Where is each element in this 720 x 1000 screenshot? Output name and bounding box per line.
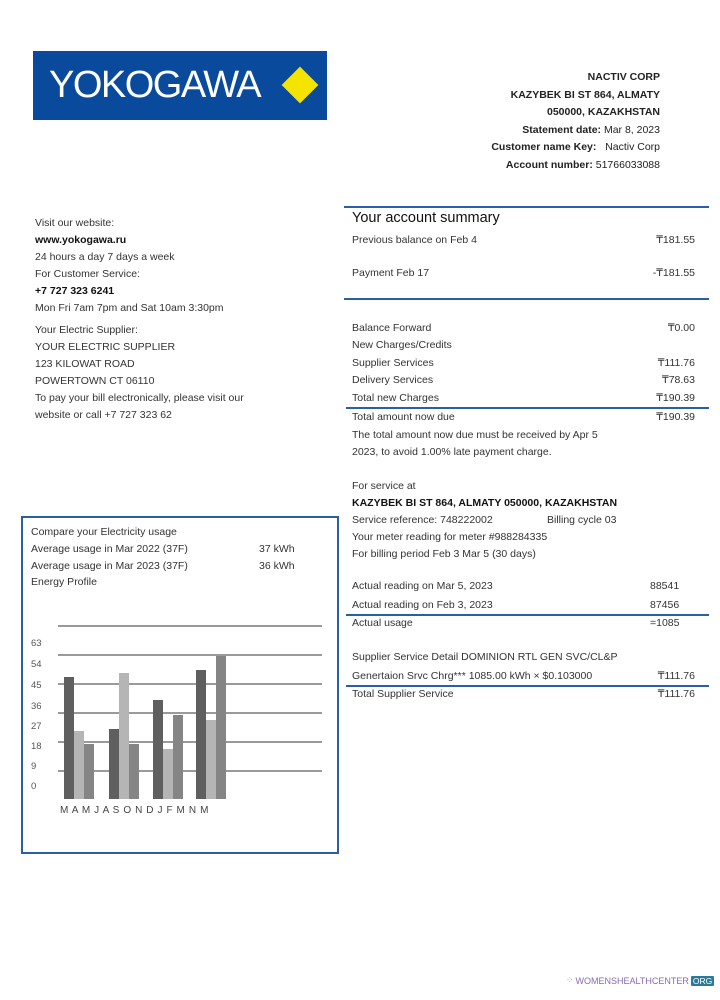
customer-service-label: For Customer Service: — [35, 268, 141, 280]
service-reference: Service reference: 748222002 — [352, 514, 493, 526]
y-tick: 27 — [31, 721, 42, 732]
bar-series1-group3 — [153, 700, 163, 799]
bar-series1-group2 — [109, 729, 119, 799]
bar-series3-group3 — [173, 715, 183, 799]
new-charges-label: New Charges/Credits — [352, 339, 452, 351]
due-note-line-1: The total amount now due must be received by Apr 5 — [352, 429, 598, 441]
pay-note-1: To pay your bill electronically, please visit our — [35, 392, 244, 404]
generation-charge-label: Genertaion Srvc Chrg*** 1085.00 kWh × $0.103000 — [352, 670, 593, 682]
y-tick: 0 — [31, 781, 37, 792]
reference-row — [352, 512, 692, 529]
billing-cycle: Billing cycle 03 — [547, 514, 617, 526]
usage-2023-value: 36 kWh — [259, 560, 295, 572]
phone-number: +7 727 323 6241 — [35, 285, 115, 297]
usage-comparison-box — [21, 516, 339, 854]
new-charges-row — [352, 339, 695, 351]
current-reading-label: Actual reading on Mar 5, 2023 — [352, 580, 493, 592]
supplier-name: YOUR ELECTRIC SUPPLIER — [35, 341, 176, 353]
logo-text: YOKOGAWA — [49, 64, 261, 106]
usage-2022-label: Average usage in Mar 2022 (37F) — [31, 543, 188, 555]
total-new-charges: ₸190.39 — [656, 392, 695, 404]
total-due-label: Total amount now due — [352, 411, 455, 423]
supplier-services-row — [352, 357, 695, 369]
y-tick: 36 — [31, 701, 42, 712]
y-tick: 54 — [31, 659, 42, 670]
due-note-line-2: 2023, to avoid 1.00% late payment charge. — [352, 446, 552, 458]
delivery-services: ₸78.63 — [662, 374, 695, 386]
payment-label: Payment Feb 17 — [352, 267, 430, 279]
current-reading: 88541 — [650, 580, 680, 592]
total-due: ₸190.39 — [656, 411, 695, 423]
service-address: KAZYBEK BI ST 864, ALMATY 050000, KAZAKHSTAN — [352, 497, 618, 509]
y-tick: 9 — [31, 761, 37, 772]
bar-series2-group1 — [74, 731, 84, 799]
account-number-label: Account number: — [505, 158, 593, 171]
y-tick: 45 — [31, 680, 42, 691]
dots-icon: ⁘ — [566, 975, 574, 985]
gridline — [58, 770, 322, 772]
gridline — [58, 683, 322, 685]
watermark-badge: ORG — [692, 975, 713, 986]
company-name: NACTIV CORP — [587, 71, 660, 83]
hours-text: 24 hours a day 7 days a week — [35, 251, 175, 263]
y-tick: 18 — [31, 741, 42, 752]
total-rule — [346, 407, 709, 409]
address-line-2: 050000, KAZAKHSTAN — [546, 106, 660, 119]
pay-note-2: website or call +7 727 323 62 — [35, 409, 172, 421]
watermark — [566, 975, 714, 986]
diamond-icon — [282, 67, 319, 104]
usage-title: Compare your Electricity usage — [31, 526, 177, 538]
billing-period: For billing period Feb 3 Mar 5 (30 days) — [352, 548, 536, 560]
supplier-detail-title-row — [352, 651, 695, 663]
previous-balance-row — [352, 234, 695, 246]
generation-charge-row — [352, 670, 695, 682]
delivery-services-label: Delivery Services — [352, 374, 434, 386]
total-supplier-label: Total Supplier Service — [352, 688, 454, 700]
usage-2023-label: Average usage in Mar 2023 (37F) — [31, 560, 188, 572]
gridline — [58, 741, 322, 743]
address-line-1: KAZYBEK BI ST 864, ALMATY — [510, 88, 660, 101]
total-new-charges-label: Total new Charges — [352, 392, 439, 404]
bar-series3-group4 — [216, 656, 226, 799]
gridline — [58, 712, 322, 714]
gridline — [58, 654, 322, 656]
reading-rule — [346, 614, 709, 616]
due-note — [352, 427, 672, 461]
summary-title: Your account summary — [352, 210, 500, 226]
previous-balance-label: Previous balance on Feb 4 — [352, 234, 477, 246]
supplier-services-label: Supplier Services — [352, 357, 434, 369]
energy-profile-label: Energy Profile — [31, 576, 97, 588]
customer-key-label: Customer name Key: — [491, 141, 597, 154]
usage-2022-value: 37 kWh — [259, 543, 295, 555]
previous-balance: ₸181.55 — [656, 234, 695, 246]
payment-amount: -₸181.55 — [652, 267, 695, 279]
meter-number: Your meter reading for meter #988284335 — [352, 531, 548, 543]
previous-reading: 87456 — [650, 599, 680, 611]
supplier-city: POWERTOWN CT 06110 — [35, 375, 155, 387]
gridline — [58, 625, 322, 627]
customer-header — [491, 69, 660, 175]
service-hours: Mon Fri 7am 7pm and Sat 10am 3:30pm — [35, 302, 224, 314]
bar-series3-group2 — [129, 744, 139, 799]
company-logo — [33, 51, 327, 120]
payment-row — [352, 267, 695, 279]
service-label: For service at — [352, 480, 416, 492]
x-axis-labels: M A M J A S O N D J F M N M — [60, 805, 209, 816]
supplier-label: Your Electric Supplier: — [35, 324, 138, 336]
actual-usage: =1085 — [650, 617, 680, 629]
contact-info — [35, 215, 224, 317]
generation-charge: ₸111.76 — [657, 670, 695, 682]
service-info — [352, 478, 692, 563]
bar-series1-group4 — [196, 670, 206, 799]
supplier-detail-title: Supplier Service Detail DOMINION RTL GEN SVC/CL&P — [352, 651, 618, 663]
current-reading-row — [352, 580, 695, 592]
watermark-text: WOMENSHEALTHCENTER — [575, 975, 689, 986]
supplier-street: 123 KILOWAT ROAD — [35, 358, 135, 370]
bar-series2-group3 — [163, 749, 173, 799]
total-new-charges-row — [352, 392, 695, 404]
account-number: 51766033088 — [595, 158, 660, 171]
previous-reading-label: Actual reading on Feb 3, 2023 — [352, 599, 493, 611]
supplier-services: ₸111.76 — [657, 357, 695, 369]
bar-series1-group1 — [64, 677, 74, 799]
actual-usage-row — [352, 617, 695, 629]
visit-label: Visit our website: — [35, 217, 115, 229]
summary-top-rule — [344, 206, 709, 208]
supplier-rule — [346, 685, 709, 687]
website-link[interactable]: www.yokogawa.ru — [35, 234, 127, 246]
bar-series3-group1 — [84, 744, 94, 799]
total-supplier: ₸111.76 — [657, 688, 695, 700]
balance-forward-label: Balance Forward — [352, 322, 432, 334]
delivery-services-row — [352, 374, 695, 386]
customer-key: Nactiv Corp — [605, 141, 660, 154]
previous-reading-row — [352, 599, 695, 611]
y-tick: 63 — [31, 638, 42, 649]
actual-usage-label: Actual usage — [352, 617, 413, 629]
supplier-info — [35, 322, 285, 424]
bar-series2-group2 — [119, 673, 129, 799]
statement-date-row — [491, 122, 660, 140]
account-number-row — [491, 157, 660, 175]
customer-key-row — [491, 139, 660, 157]
summary-mid-rule — [344, 298, 709, 300]
statement-date-label: Statement date: — [522, 123, 602, 136]
statement-date: Mar 8, 2023 — [603, 123, 660, 136]
balance-forward: ₸0.00 — [667, 322, 695, 334]
balance-forward-row — [352, 322, 695, 334]
total-due-row — [352, 411, 695, 423]
bar-series2-group4 — [206, 720, 216, 799]
total-supplier-row — [352, 688, 695, 700]
